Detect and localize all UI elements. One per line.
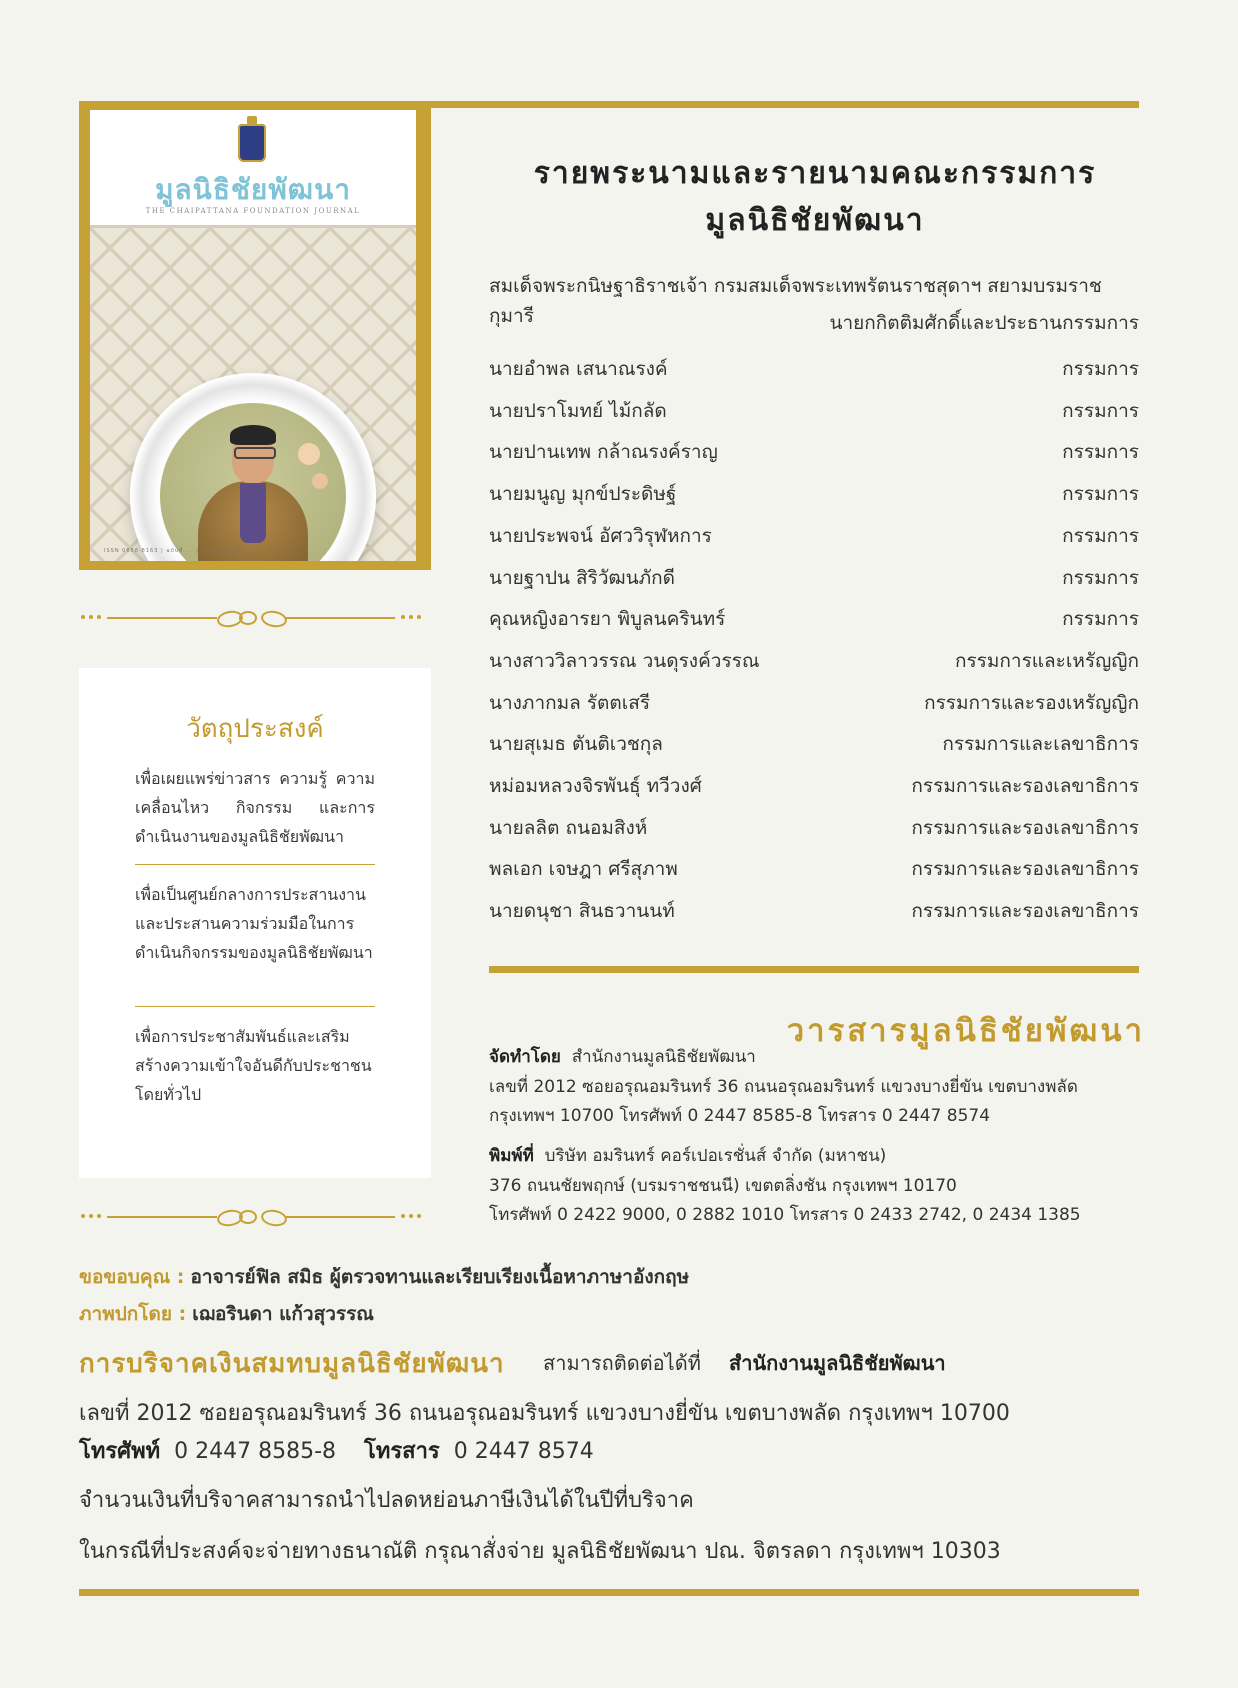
committee-member-row [489,354,1139,384]
fax-label: โทรสาร [364,1439,440,1464]
objective-item: เพื่อเผยแพร่ข่าวสาร ความรู้ ความเคลื่อนไหว กิจกรรม และการดำเนินงานของมูลนิธิชัยพัฒนา [135,769,375,846]
committee-member-row [489,521,1139,551]
committee-member-row [489,563,1139,593]
objectives-box [79,668,431,1178]
committee-member-row [489,479,1139,509]
member-position: กรรมการ [1062,608,1139,631]
member-name: นายปราโมทย์ ไม้กลัด [489,399,667,422]
member-position: กรรมการ [1062,441,1139,464]
member-position: กรรมการและรองเลขาธิการ [911,816,1139,839]
thanks-line [79,1262,689,1292]
journal-title: วารสารมูลนิธิชัยพัฒนา [786,1013,1145,1049]
member-name: นายฐาปน สิริวัฒนภักดี [489,566,676,589]
producer-name: สำนักงานมูลนิธิชัยพัฒนา [571,1047,756,1067]
chair-position: นายกกิตติมศักดิ์และประธานกรรมการ [829,312,1139,334]
member-position: กรรมการ [1062,483,1139,506]
bottom-divider [79,1589,1139,1596]
member-name: พลเอก เจษฎา ศรีสุภาพ [489,858,678,881]
committee-member-row [489,729,1139,759]
ornament-divider [79,1209,431,1225]
photo-credit-text: เฌอรินดา แก้วสุวรรณ [192,1303,374,1325]
donation-contact-org: สำนักงานมูลนิธิชัยพัฒนา [729,1351,946,1375]
donation-heading: การบริจาคเงินสมทบมูลนิธิชัยพัฒนา [79,1349,505,1379]
phone-label: โทรศัพท์ [79,1439,161,1464]
member-name: คุณหญิงอารยา พิบูลนครินทร์ [489,608,726,631]
donation-contact-numbers [79,1433,594,1468]
ornament-divider [79,610,431,626]
foundation-crest-icon [238,124,266,162]
producer-label: จัดทำโดย [489,1047,561,1067]
objective-separator [135,1006,375,1007]
member-name: นายลลิต ถนอมสิงห์ [489,816,648,839]
member-position: กรรมการและเลขาธิการ [942,733,1139,756]
producer-line [489,1043,756,1070]
cover-logo-text: มูลนิธิชัยพัฒนา [155,173,351,206]
producer-address-2: กรุงเทพฯ 10700 โทรศัพท์ 0 2447 8585-8 โทรสาร 0 2447 8574 [489,1106,991,1126]
printer-line [489,1142,886,1169]
committee-member-row [489,896,1139,926]
objective-item: เพื่อเป็นศูนย์กลางการประสานงานและประสานความร่วมมือในการดำเนินกิจกรรมของมูลนิธิชัยพัฒนา [135,885,373,962]
tax-note: จำนวนเงินที่บริจาคสามารถนำไปลดหย่อนภาษีเงินได้ในปีที่บริจาค [79,1488,694,1513]
committee-title-line1: รายพระนามและรายนามคณะกรรมการ [533,156,1097,191]
objective-item: เพื่อการประชาสัมพันธ์และเสริมสร้างความเข้าใจอันดีกับประชาชนโดยทั่วไป [135,1027,372,1104]
cover-header [90,110,416,228]
member-position: กรรมการและเหรัญญิก [954,649,1139,672]
chair-name: สมเด็จพระกนิษฐาธิราชเจ้า กรมสมเด็จพระเทพรัตนราชสุดาฯ สยามบรมราชกุมารี [489,275,1102,327]
committee-member-row [489,396,1139,426]
photo-credit-label: ภาพปกโดย : [79,1303,187,1325]
thanks-label: ขอขอบคุณ : [79,1266,185,1288]
thanks-text: อาจารย์ฟิล สมิธ ผู้ตรวจทานและเรียบเรียงเนื้อหาภาษาอังกฤษ [190,1266,690,1288]
printer-label: พิมพ์ที่ [489,1146,534,1166]
printer-name: บริษัท อมรินทร์ คอร์เปอเรชั่นส์ จำกัด (มหาชน) [544,1146,887,1166]
committee-member-row [489,688,1139,718]
phone-number: 0 2447 8585-8 [174,1439,337,1464]
member-name: นายสุเมธ ตันติเวชกุล [489,733,663,756]
member-position: กรรมการ [1062,524,1139,547]
member-name: หม่อมหลวงจิรพันธุ์ ทวีวงศ์ [489,775,702,797]
donation-address: เลขที่ 2012 ซอยอรุณอมรินทร์ 36 ถนนอรุณอมรินทร์ แขวงบางยี่ขัน เขตบางพลัด กรุงเทพฯ 10700 [79,1401,1010,1426]
cover-pattern [90,228,416,561]
member-position: กรรมการและรองเลขาธิการ [911,775,1139,797]
printer-address-2: โทรศัพท์ 0 2422 9000, 0 2882 1010 โทรสาร 0 2433 2742, 0 2434 1385 [489,1205,1081,1225]
member-position: กรรมการ [1062,358,1139,380]
objectives-title: วัตถุประสงค์ [186,714,324,744]
member-name: นายมนูญ มุกข์ประดิษฐ์ [489,483,677,506]
photo-credit-line [79,1299,374,1329]
member-position: กรรมการและรองเลขาธิการ [911,858,1139,881]
committee-member-row [489,437,1139,467]
fax-number: 0 2447 8574 [453,1439,594,1464]
printer-address-1: 376 ถนนชัยพฤกษ์ (บรมราชชนนี) เขตตลิ่งชัน กรุงเทพฯ 10170 [489,1176,957,1196]
cover-logo-subtitle: THE CHAIPATTANA FOUNDATION JOURNAL [145,207,361,215]
member-name: นายดนุชา สินธวานนท์ [489,900,675,923]
member-position: กรรมการ [1062,399,1139,422]
producer-address-1: เลขที่ 2012 ซอยอรุณอมรินทร์ 36 ถนนอรุณอมรินทร์ แขวงบางยี่ขัน เขตบางพลัด [489,1077,1078,1097]
committee-member-row [489,604,1139,634]
member-name: นายปานเทพ กล้าณรงค์ราญ [489,441,718,464]
cover-portrait-image [160,403,346,561]
committee-title-line2: มูลนิธิชัยพัฒนา [705,203,925,238]
member-name: นางสาววิลาวรรณ วนดุรงค์วรรณ [489,649,760,672]
committee-member-row [489,646,1139,676]
objective-separator [135,864,375,865]
donation-contact-text: สามารถติดต่อได้ที่ [543,1351,701,1375]
middle-divider [489,966,1139,973]
journal-cover [79,101,431,570]
member-position: กรรมการและรองเลขาธิการ [911,900,1139,923]
money-order-note: ในกรณีที่ประสงค์จะจ่ายทางธนาณัติ กรุณาสั่งจ่าย มูลนิธิชัยพัฒนา ปณ. จิตรลดา กรุงเทพฯ 10303 [79,1539,1001,1564]
member-name: นายอำพล เสนาณรงค์ [489,358,668,380]
member-name: นางภากมล รัตตเสรี [489,691,651,714]
member-position: กรรมการ [1062,566,1139,589]
committee-member-row [489,854,1139,884]
portrait-frame [130,373,376,561]
member-name: นายประพจน์ อัศววิรุฬหการ [489,524,712,547]
committee-member-row [489,771,1139,801]
committee-member-row [489,813,1139,843]
member-position: กรรมการและรองเหรัญญิก [924,691,1139,714]
cover-footer-text: ISSN 0858-8163 | ฉบับที่ ... | ธันวาคม 2563 [104,548,246,554]
